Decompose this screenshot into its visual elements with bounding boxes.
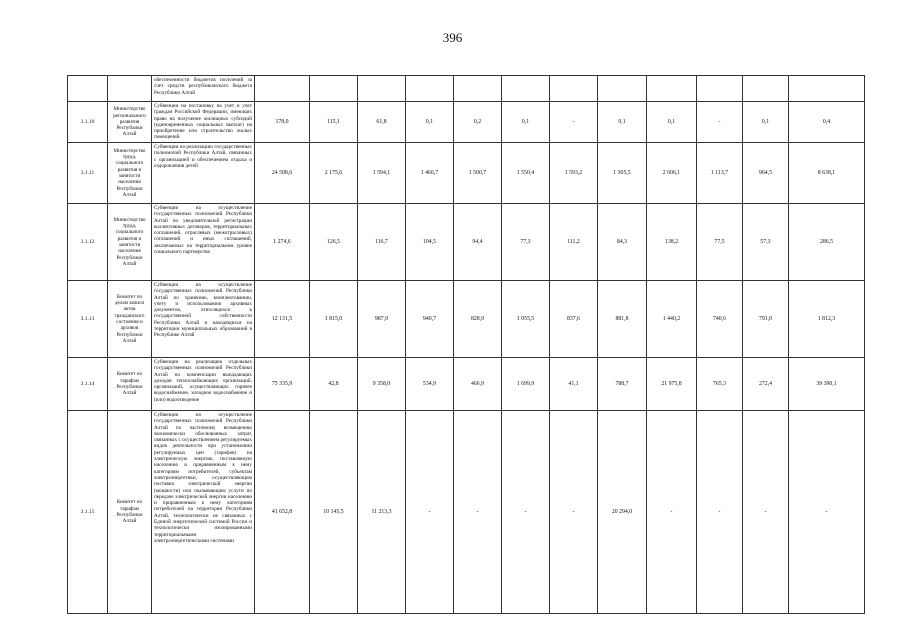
row-organization: Министерство труда, социального развития и занятости населения Республики Алтай: [108, 143, 152, 204]
row-value: 104,5: [406, 204, 454, 281]
row-value: 10 145,5: [310, 411, 358, 614]
row-organization: Министерство регионального развития Республики Алтай: [108, 102, 152, 143]
table-row: [68, 281, 865, 358]
row-value: 2 606,1: [647, 143, 697, 204]
row-value: 1 594,1: [358, 143, 406, 204]
row-value: 61,8: [358, 102, 406, 143]
row-organization: Комитет по тарифам Республики Алтай: [108, 358, 152, 411]
row-value: -: [550, 411, 598, 614]
row-value: 0,2: [454, 102, 502, 143]
row-value: 1 500,7: [454, 143, 502, 204]
row-value: 1 699,9: [502, 358, 550, 411]
row-value: 0,1: [502, 102, 550, 143]
row-description: обеспеченности бюджетов поселений за счет средств республиканского бюджета Республики Алтай: [152, 76, 255, 102]
row-value: 791,0: [743, 281, 789, 358]
row-code: 3.1.15: [68, 411, 108, 614]
row-value: 466,9: [454, 358, 502, 411]
budget-table: [67, 75, 865, 614]
row-value: 20 294,0: [598, 411, 647, 614]
row-value: -: [454, 411, 502, 614]
row-value: [406, 76, 454, 102]
row-value: -: [550, 102, 598, 143]
row-value: 828,9: [454, 281, 502, 358]
row-value: 41,1: [550, 358, 598, 411]
row-value: 0,1: [406, 102, 454, 143]
row-value: -: [647, 411, 697, 614]
row-value: [502, 76, 550, 102]
row-value: 39 390,1: [789, 358, 865, 411]
row-value: 940,7: [406, 281, 454, 358]
row-value: 41 652,8: [255, 411, 310, 614]
row-value: -: [697, 411, 743, 614]
row-value: 9 358,0: [358, 358, 406, 411]
row-value: 2 175,6: [310, 143, 358, 204]
row-value: [697, 76, 743, 102]
row-value: 21 975,8: [647, 358, 697, 411]
row-value: 987,9: [358, 281, 406, 358]
row-value: 0,1: [647, 102, 697, 143]
row-value: 94,4: [454, 204, 502, 281]
row-value: 1 113,7: [697, 143, 743, 204]
row-code: 3.1.12: [68, 204, 108, 281]
row-value: [789, 76, 865, 102]
row-value: 1 812,3: [789, 281, 865, 358]
row-value: -: [502, 411, 550, 614]
row-description: Субвенции на постановку на учет и учет граждан Российской Федерации, имеющих право на получение жилищных субсидий (единовременных социальных выплат) на приобретение или строительство жилых помещений: [152, 102, 255, 143]
row-code: 3.1.10: [68, 102, 108, 143]
row-value: [358, 76, 406, 102]
row-value: 1 466,7: [406, 143, 454, 204]
table-row: [68, 358, 865, 411]
row-organization: Комитет по делам записи актов гражданского состояния и архивов Республики Алтай: [108, 281, 152, 358]
row-value: [310, 76, 358, 102]
row-value: 77,3: [502, 204, 550, 281]
row-value: 964,5: [743, 143, 789, 204]
table-row: [68, 204, 865, 281]
row-value: 42,8: [310, 358, 358, 411]
row-value: 788,7: [598, 358, 647, 411]
row-value: 111,2: [550, 204, 598, 281]
row-code: 3.1.14: [68, 358, 108, 411]
row-value: -: [743, 411, 789, 614]
row-value: 0,1: [743, 102, 789, 143]
row-value: 1 305,5: [598, 143, 647, 204]
table-row: [68, 76, 865, 102]
row-value: 8 638,1: [789, 143, 865, 204]
row-organization: [108, 76, 152, 102]
table-row: [68, 143, 865, 204]
row-code: 3.1.11: [68, 143, 108, 204]
row-value: [550, 76, 598, 102]
row-value: 1 440,2: [647, 281, 697, 358]
row-value: 1 550,4: [502, 143, 550, 204]
row-value: 24 508,6: [255, 143, 310, 204]
row-value: [647, 76, 697, 102]
row-value: 75 335,9: [255, 358, 310, 411]
page-number: 396: [442, 30, 463, 45]
row-value: 1 593,2: [550, 143, 598, 204]
row-description: Субвенции на реализацию отдельных государственных полномочий Республики Алтай по компенсации выпадающих доходов теплоснабжающих организаций, организаций, осуществляющих горячее водоснабжение, холодное водоснабжение и (или) водоотведение: [152, 358, 255, 411]
row-value: 1 055,5: [502, 281, 550, 358]
row-value: 286,5: [789, 204, 865, 281]
row-description: Субвенции на реализацию государственных полномочий Республики Алтай, связанных с организацией и обеспечением отдыха и оздоровления детей: [152, 143, 255, 204]
row-value: 126,5: [310, 204, 358, 281]
row-value: 116,7: [358, 204, 406, 281]
row-value: 765,3: [697, 358, 743, 411]
row-value: [743, 76, 789, 102]
table-body: [68, 76, 865, 614]
row-value: -: [697, 102, 743, 143]
row-value: 12 131,5: [255, 281, 310, 358]
row-value: 57,3: [743, 204, 789, 281]
row-value: [598, 76, 647, 102]
row-value: -: [789, 411, 865, 614]
row-value: -: [406, 411, 454, 614]
row-value: 534,9: [406, 358, 454, 411]
table-row: [68, 411, 865, 614]
row-value: 272,4: [743, 358, 789, 411]
row-value: 138,2: [647, 204, 697, 281]
row-value: 178,0: [255, 102, 310, 143]
row-value: 740,6: [697, 281, 743, 358]
row-organization: Министерство труда, социального развития и занятости населения Республики Алтай: [108, 204, 152, 281]
row-value: 11 213,3: [358, 411, 406, 614]
row-value: [255, 76, 310, 102]
row-organization: Комитет по тарифам Республики Алтай: [108, 411, 152, 614]
row-value: 1 274,6: [255, 204, 310, 281]
row-code: 3.1.13: [68, 281, 108, 358]
row-value: 881,8: [598, 281, 647, 358]
row-description: Субвенции на осуществление государственных полномочий Республики Алтай по частичному возмещению экономически обоснованных затрат, связанных с осуществлением регулируемых видов деятельности при установлении регулируемых цен (тарифов) на электрическую энергию, поставляемую населению и приравненным к нему категориям потребителей, субъектам электроэнергетики, осуществляющим поставки электрической энергии (мощности) или оказывающим услуги по передаче электрической энергии населению и приравненным к нему категориям потребителей на территории Республики Алтай, технологически не связанных с Единой энергетической системой России и технологически изолированными территориальными электроэнергетическими системами: [152, 411, 255, 614]
row-value: 0,1: [598, 102, 647, 143]
row-description: Субвенции на осуществление государственных полномочий Республики Алтай по хранению, комплектованию, учету и использованию архивных документов, относящихся к государственной собственности Республики Алтай и находящихся на территории муниципальных образований в Республике Алтай: [152, 281, 255, 358]
row-description: Субвенции на осуществление государственных полномочий Республики Алтай по уведомительной регистрации коллективных договоров, территориальных соглашений, отраслевых (межотраслевых) соглашений и иных соглашений, заключаемых на территориальном уровне социального партнерства: [152, 204, 255, 281]
row-value: 84,3: [598, 204, 647, 281]
table-row: [68, 102, 865, 143]
row-value: 837,6: [550, 281, 598, 358]
row-value: 0,4: [789, 102, 865, 143]
row-code: [68, 76, 108, 102]
row-value: 115,1: [310, 102, 358, 143]
row-value: [454, 76, 502, 102]
row-value: 1 815,0: [310, 281, 358, 358]
row-value: 77,5: [697, 204, 743, 281]
